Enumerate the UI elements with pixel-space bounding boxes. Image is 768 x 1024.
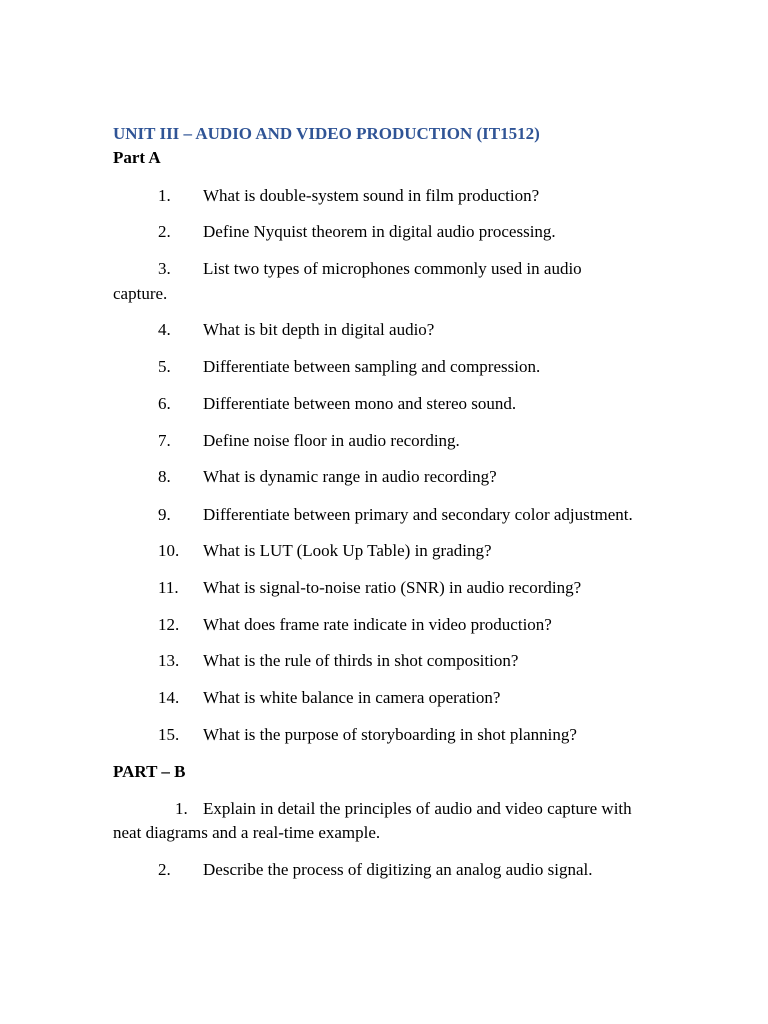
question-number: 13. — [158, 651, 180, 670]
question-number: 15. — [158, 725, 180, 744]
question-text: Differentiate between primary and secondary color adjustment. — [203, 505, 633, 524]
question-number: 8. — [158, 467, 171, 486]
question-text: Define noise floor in audio recording. — [203, 431, 460, 450]
question-text: What is the rule of thirds in shot composition? — [203, 651, 519, 670]
question-text: What is LUT (Look Up Table) in grading? — [203, 541, 492, 560]
question-text: Differentiate between mono and stereo sound. — [203, 394, 517, 413]
question-text: Describe the process of digitizing an analog audio signal. — [203, 860, 593, 879]
question-text: Differentiate between sampling and compression. — [203, 357, 541, 376]
part-a-heading: Part A — [113, 148, 161, 167]
question-text: What is white balance in camera operation? — [203, 688, 501, 707]
question-number: 14. — [158, 688, 180, 707]
question-number: 10. — [158, 541, 180, 560]
question-text: Define Nyquist theorem in digital audio processing. — [203, 222, 556, 241]
question-number: 2. — [158, 222, 171, 241]
question-text: Explain in detail the principles of audio and video capture with — [203, 799, 632, 818]
question-text-continuation: capture. — [113, 284, 168, 303]
question-text: What is dynamic range in audio recording? — [203, 467, 497, 486]
question-text: What does frame rate indicate in video production? — [203, 615, 552, 634]
question-number: 6. — [158, 394, 171, 413]
question-text: What is double-system sound in film production? — [203, 186, 540, 205]
part-b-heading: PART – B — [113, 762, 186, 781]
question-text: What is bit depth in digital audio? — [203, 320, 435, 339]
question-number: 2. — [158, 860, 171, 879]
question-number: 4. — [158, 320, 171, 339]
question-text: What is the purpose of storyboarding in shot planning? — [203, 725, 577, 744]
question-number: 12. — [158, 615, 180, 634]
question-text: What is signal-to-noise ratio (SNR) in audio recording? — [203, 578, 582, 597]
question-number: 9. — [158, 505, 171, 524]
question-number: 11. — [158, 578, 179, 597]
question-number: 1. — [175, 799, 188, 818]
question-number: 1. — [158, 186, 171, 205]
question-number: 7. — [158, 431, 171, 450]
unit-title: UNIT III – AUDIO AND VIDEO PRODUCTION (IT1512) — [113, 124, 540, 143]
question-number: 5. — [158, 357, 171, 376]
question-text-continuation: neat diagrams and a real-time example. — [113, 823, 381, 842]
question-number: 3. — [158, 259, 171, 278]
question-text: List two types of microphones commonly used in audio — [203, 259, 582, 278]
